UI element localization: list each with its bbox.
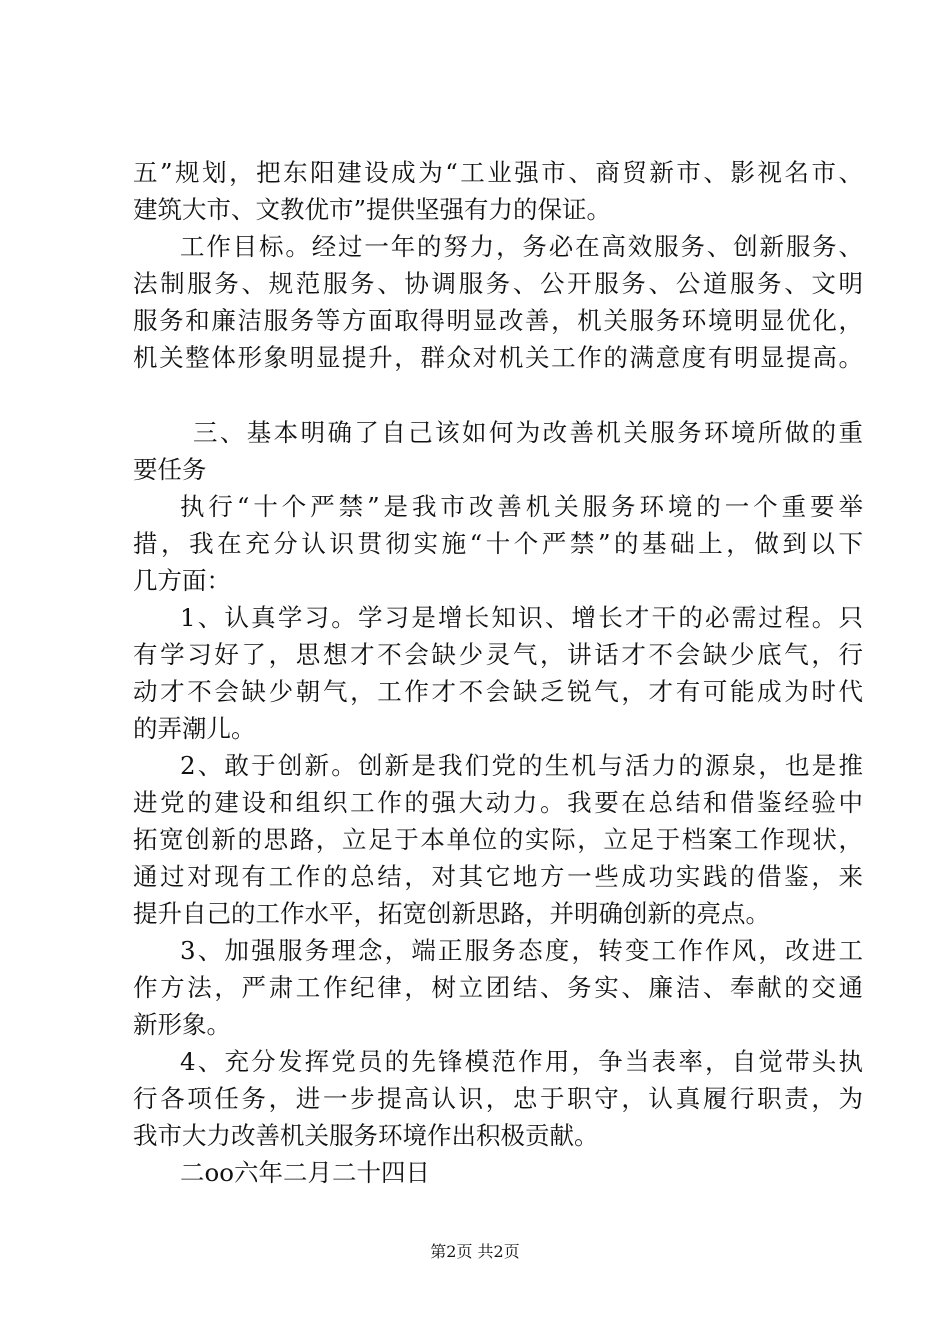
paragraph-line: 工作目标。经过一年的努力，务必在高效服务、创新服务、 <box>180 232 863 261</box>
list-item-2-line: 2、敢于创新。创新是我们党的生机与活力的源泉，也是推 <box>180 751 863 780</box>
document-date: 二oo六年二月二十四日 <box>180 1158 430 1187</box>
list-item-3-line: 新形象。 <box>133 1010 231 1039</box>
list-item-3-line: 3、加强服务理念，端正服务态度，转变工作作风，改进工 <box>180 936 863 965</box>
list-item-1-line: 有学习好了，思想才不会缺少灵气，讲话才不会缺少底气，行 <box>133 640 863 669</box>
section-heading: 三、基本明确了自己该如何为改善机关服务环境所做的重 <box>193 418 863 447</box>
list-item-2-line: 提升自己的工作水平，拓宽创新思路，并明确创新的亮点。 <box>133 899 770 928</box>
paragraph-gap <box>133 376 863 414</box>
section-heading-continued: 要任务 <box>133 455 207 484</box>
list-item-3-line: 作方法，严肃工作纪律，树立团结、务实、廉洁、奉献的交通 <box>133 973 863 1002</box>
list-item-1-line: 1、认真学习。学习是增长知识、增长才干的必需过程。只 <box>180 603 863 632</box>
paragraph-line: 措，我在充分认识贯彻实施“十个严禁”的基础上，做到以下 <box>133 529 863 558</box>
list-item-2-line: 进党的建设和组织工作的强大动力。我要在总结和借鉴经验中 <box>133 788 863 817</box>
paragraph-line: 执行“十个严禁”是我市改善机关服务环境的一个重要举 <box>180 492 863 521</box>
paragraph-line: 建筑大市、文教优市”提供坚强有力的保证。 <box>133 195 612 224</box>
paragraph-line: 五”规划，把东阳建设成为“工业强市、商贸新市、影视名市、 <box>133 158 863 187</box>
list-item-1-line: 动才不会缺少朝气，工作才不会缺乏锐气，才有可能成为时代 <box>133 677 863 706</box>
list-item-2-line: 通过对现有工作的总结，对其它地方一些成功实践的借鉴，来 <box>133 862 863 891</box>
paragraph-line: 服务和廉洁服务等方面取得明显改善，机关服务环境明显优化， <box>133 306 863 335</box>
list-item-2-line: 拓宽创新的思路，立足于本单位的实际，立足于档案工作现状， <box>133 825 863 854</box>
document-body <box>133 154 863 1191</box>
list-item-1-line: 的弄潮儿。 <box>133 714 256 743</box>
list-item-4-line: 行各项任务，进一步提高认识，忠于职守，认真履行职责，为 <box>133 1084 863 1113</box>
paragraph-line: 几方面： <box>133 566 231 595</box>
list-item-4-line: 4、充分发挥党员的先锋模范作用，争当表率，自觉带头执 <box>180 1047 863 1076</box>
page-number: 第2页 共2页 <box>430 1242 520 1261</box>
paragraph-line: 机关整体形象明显提升，群众对机关工作的满意度有明显提高。 <box>133 343 863 372</box>
list-item-4-line: 我市大力改善机关服务环境作出积极贡献。 <box>133 1121 599 1150</box>
paragraph-line: 法制服务、规范服务、协调服务、公开服务、公道服务、文明 <box>133 269 863 298</box>
